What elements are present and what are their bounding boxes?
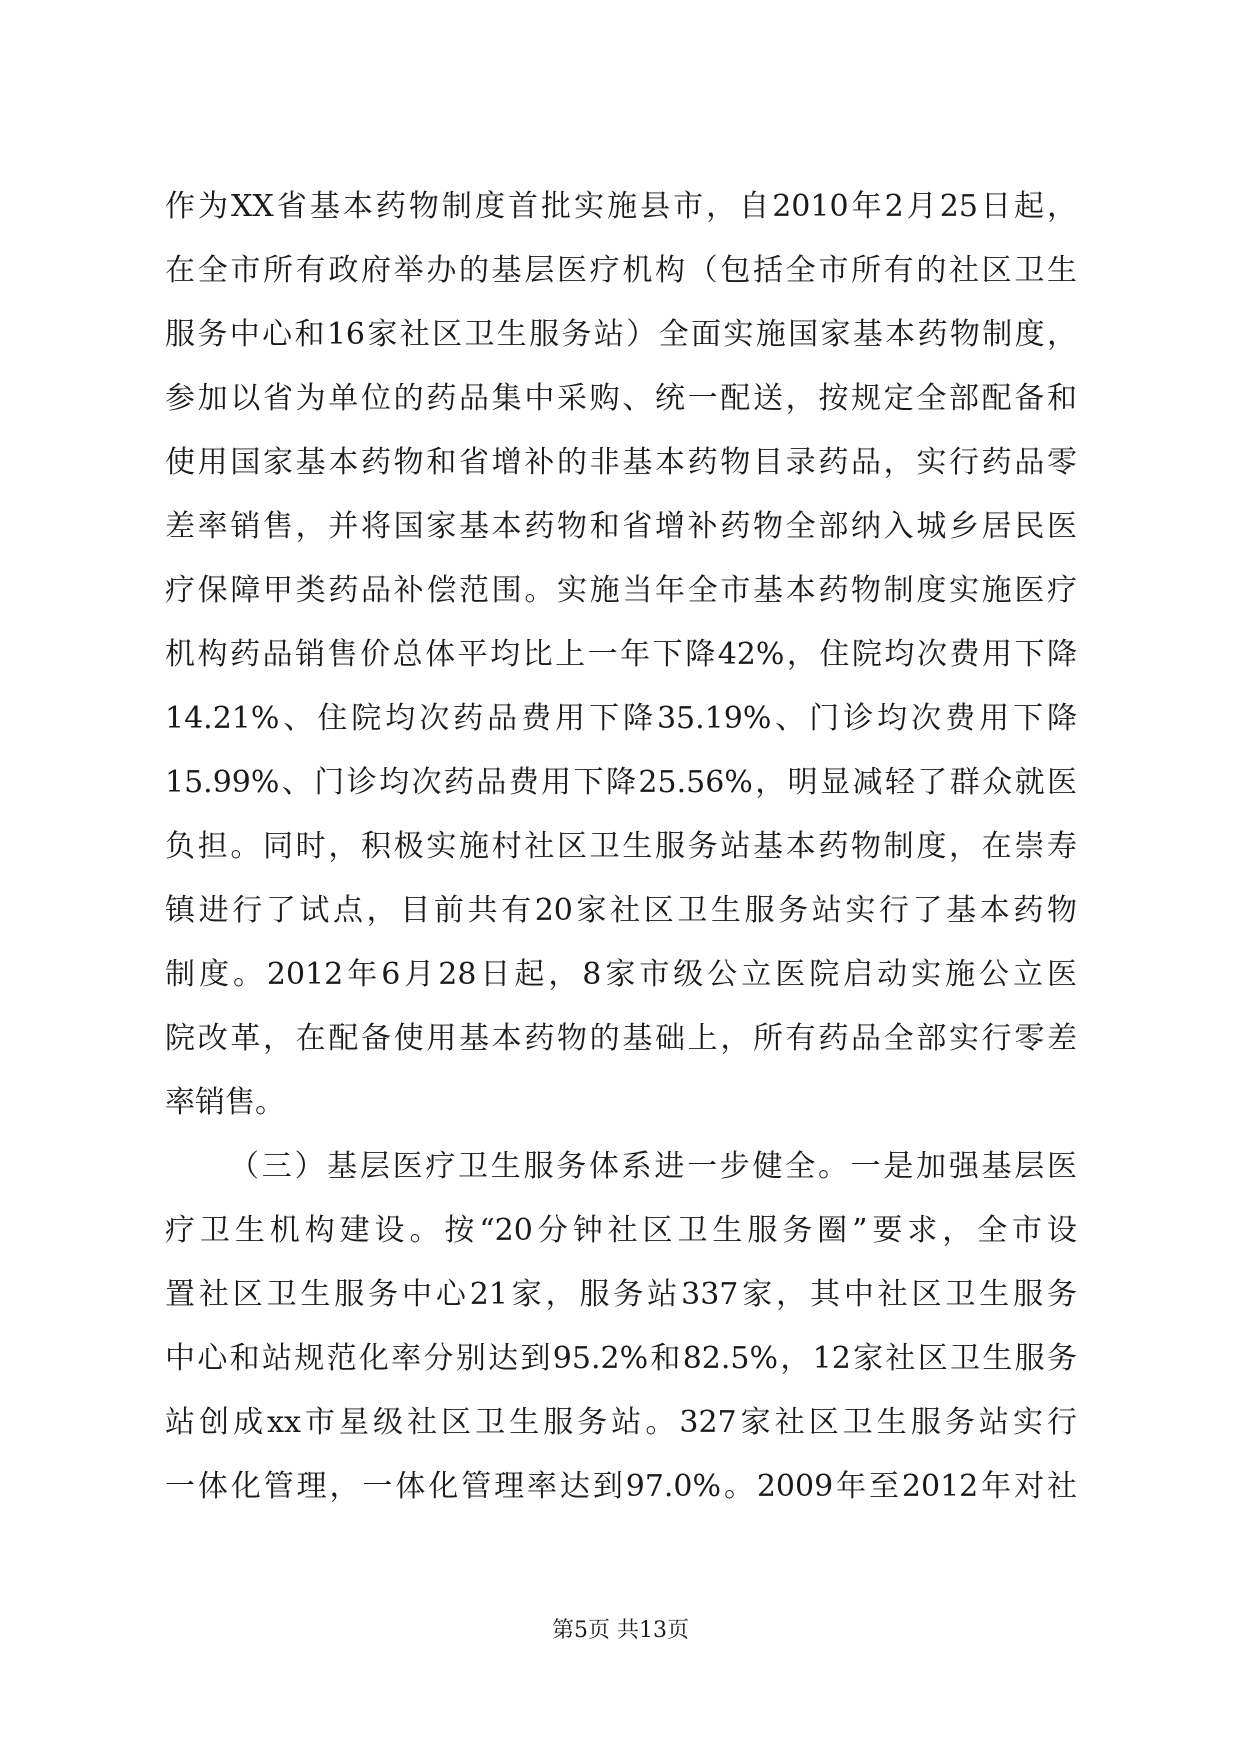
text-line: 疗保障甲类药品补偿范围。实施当年全市基本药物制度实施医疗	[165, 573, 1077, 608]
text-line: 负担。同时，积极实施村社区卫生服务站基本药物制度，在崇寿	[165, 829, 1077, 864]
text-line: 中心和站规范化率分别达到95.2%和82.5%，12家社区卫生服务	[165, 1341, 1077, 1376]
text-line: 机构药品销售价总体平均比上一年下降42%，住院均次费用下降	[165, 637, 1077, 672]
text-line: 制度。2012年6月28日起，8家市级公立医院启动实施公立医	[165, 957, 1077, 992]
text-line: 差率销售，并将国家基本药物和省增补药物全部纳入城乡居民医	[165, 509, 1077, 544]
text-line: 服务中心和16家社区卫生服务站）全面实施国家基本药物制度，	[165, 317, 1077, 352]
text-line: 参加以省为单位的药品集中采购、统一配送，按规定全部配备和	[165, 381, 1077, 416]
text-line: （三）基层医疗卫生服务体系进一步健全。一是加强基层医	[229, 1149, 1077, 1184]
text-line: 疗卫生机构建设。按“20分钟社区卫生服务圈”要求，全市设	[165, 1213, 1077, 1248]
text-line: 镇进行了试点，目前共有20家社区卫生服务站实行了基本药物	[165, 893, 1077, 928]
text-line: 使用国家基本药物和省增补的非基本药物目录药品，实行药品零	[165, 445, 1077, 480]
text-line: 作为XX省基本药物制度首批实施县市，自2010年2月25日起，	[165, 189, 1077, 224]
page-number: 第5页 共13页	[552, 1618, 689, 1643]
text-line: 一体化管理，一体化管理率达到97.0%。2009年至2012年对社	[165, 1469, 1077, 1504]
text-line: 14.21%、住院均次药品费用下降35.19%、门诊均次费用下降	[165, 701, 1077, 736]
text-line: 站创成xx市星级社区卫生服务站。327家社区卫生服务站实行	[165, 1405, 1077, 1440]
text-line: 率销售。	[165, 1085, 285, 1120]
page-footer	[0, 1616, 1241, 1646]
body-text	[165, 175, 1077, 1519]
text-line: 15.99%、门诊均次药品费用下降25.56%，明显减轻了群众就医	[165, 765, 1077, 800]
text-line: 置社区卫生服务中心21家，服务站337家，其中社区卫生服务	[165, 1277, 1077, 1312]
text-line: 在全市所有政府举办的基层医疗机构（包括全市所有的社区卫生	[165, 253, 1077, 288]
text-line: 院改革，在配备使用基本药物的基础上，所有药品全部实行零差	[165, 1021, 1077, 1056]
